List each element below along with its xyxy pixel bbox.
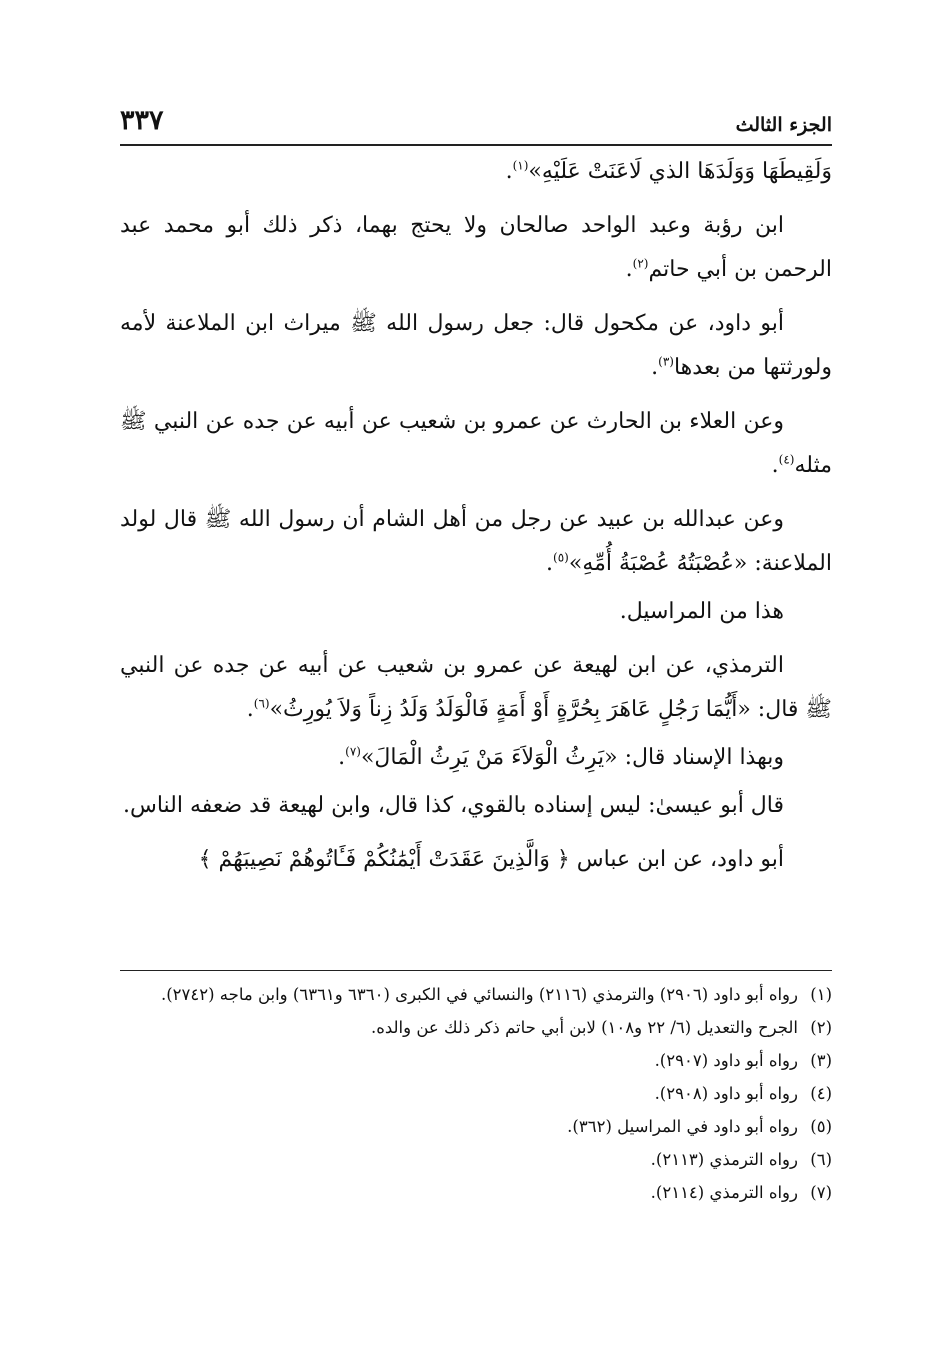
footnotes-rule [120, 970, 832, 971]
footnote-text: رواه أبو داود (٢٩٠٦) والترمذي (٢١١٦) والنسائي في الكبرى (٦٣٦٠ و٦٣٦١) وابن ماجه (٢٧٤٢). [160, 985, 798, 1004]
paragraph [120, 400, 832, 488]
paragraph-text: أبو داود، عن ابن عباس ﴿ وَالَّذِينَ عَقَدَتْ أَيْمَٰنُكُمْ فَـَٔاتُوهُمْ نَصِيبَهُمْ ﴾ [198, 847, 784, 872]
paragraph [120, 784, 832, 828]
paragraph-end: . [505, 159, 513, 184]
footnote [120, 1077, 832, 1110]
footnote [120, 1044, 832, 1077]
footnote-marker: (٦) [253, 696, 270, 711]
footnote-number: (٧) [810, 1183, 832, 1202]
main-text [120, 150, 832, 892]
paragraph-text: الترمذي، عن ابن لهيعة عن عمرو بن شعيب عن أبيه عن جده عن النبي ﷺ قال: «أَيُّمَا رَجُلٍ عَاهَرَ بِحُرَّةٍ أَوْ أَمَةٍ فَالْوَلَدُ وَلَدُ زِناً وَلاَ يُورِثُ» [120, 653, 832, 722]
footnote-number: (٥) [810, 1117, 832, 1136]
paragraph-end: . [625, 257, 633, 282]
paragraph-text: وعن العلاء بن الحارث عن عمرو بن شعيب عن أبيه عن جده عن النبي ﷺ مثله [120, 409, 832, 478]
paragraph-text: هذا من المراسيل. [619, 599, 784, 624]
footnote [120, 1176, 832, 1209]
footnote-text: رواه أبو داود في المراسيل (٣٦٢). [567, 1117, 798, 1136]
paragraph [120, 644, 832, 732]
footnote-text: رواه الترمذي (٢١١٤). [650, 1183, 798, 1202]
footnotes [120, 978, 832, 1209]
paragraph-text: وبهذا الإسناد قال: «يَرِثُ الْوَلاَءَ مَنْ يَرِثُ الْمَالَ» [360, 745, 784, 770]
footnote-number: (٣) [810, 1051, 832, 1070]
paragraph-text: وَلَقِيطَهَا وَوَلَدَهَا الذي لَاعَنَتْ عَلَيْهِ» [528, 159, 832, 184]
footnote-number: (١) [810, 985, 832, 1004]
footnote [120, 1011, 832, 1044]
footnote [120, 1143, 832, 1176]
paragraph-end: . [246, 697, 254, 722]
footnote [120, 978, 832, 1011]
footnote-marker: (١) [512, 158, 529, 173]
header-rule [120, 144, 832, 146]
paragraph-end: . [651, 355, 659, 380]
footnote-text: الجرح والتعديل (٦/ ٢٢ و١٠٨) لابن أبي حاتم ذكر ذلك عن والده. [370, 1018, 798, 1037]
part-title: الجزء الثالث [735, 114, 832, 136]
paragraph [120, 736, 832, 780]
running-header [120, 96, 832, 136]
paragraph [120, 590, 832, 634]
footnote-number: (٢) [810, 1018, 832, 1037]
paragraph [120, 498, 832, 586]
page-number: ٣٣٧ [120, 105, 164, 136]
paragraph [120, 204, 832, 292]
paragraph-end: . [338, 745, 346, 770]
paragraph-text: قال أبو عيسىٰ: ليس إسناده بالقوي، كذا قال، وابن لهيعة قد ضعفه الناس. [122, 793, 784, 818]
paragraph-text: أبو داود، عن مكحول قال: جعل رسول الله ﷺ ميراث ابن الملاعنة لأمه ولورثتها من بعدها [120, 311, 832, 380]
paragraph-end: . [546, 551, 554, 576]
paragraph-text: ابن رؤبة وعبد الواحد صالحان ولا يحتج بهما، ذكر ذلك أبو محمد عبد الرحمن بن أبي حاتم [120, 213, 832, 282]
footnote-marker: (٥) [553, 550, 569, 565]
footnote-number: (٦) [810, 1150, 832, 1169]
footnote-marker: (٢) [632, 256, 649, 271]
footnote-number: (٤) [810, 1084, 832, 1103]
footnote-text: رواه أبو داود (٢٩٠٨). [654, 1084, 798, 1103]
paragraph [120, 150, 832, 194]
paragraph [120, 302, 832, 390]
footnote-marker: (٣) [658, 354, 674, 369]
paragraph-end: . [771, 453, 779, 478]
footnote [120, 1110, 832, 1143]
footnote-marker: (٤) [778, 452, 795, 467]
footnote-text: رواه الترمذي (٢١١٣). [650, 1150, 798, 1169]
paragraph-text: وعن عبدالله بن عبيد عن رجل من أهل الشام أن رسول الله ﷺ قال لولد الملاعنة: «عُصْبَتُهُ عُصْبَةُ أُمِّهِ» [120, 507, 832, 576]
footnote-text: رواه أبو داود (٢٩٠٧). [654, 1051, 798, 1070]
book-page [120, 0, 832, 1359]
paragraph [120, 838, 832, 882]
footnote-marker: (٧) [345, 744, 361, 759]
